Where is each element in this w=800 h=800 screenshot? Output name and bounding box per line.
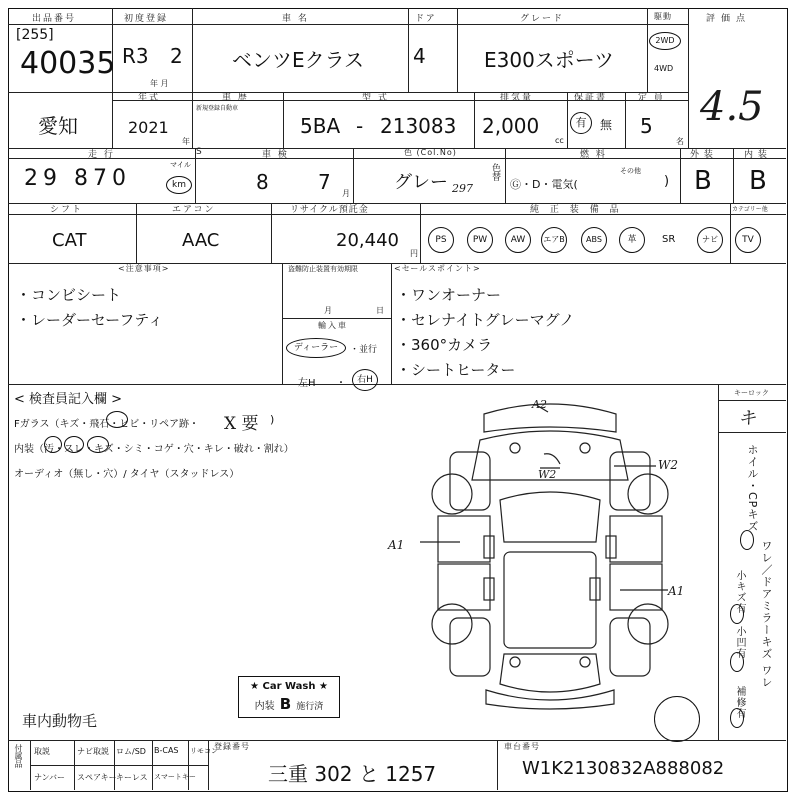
- caution-label: <注意事項>: [118, 264, 170, 273]
- side-note-repair: 補修有: [734, 686, 745, 719]
- steer-dot: ・: [336, 378, 346, 389]
- license-plate: 三重 302 と 1257: [268, 762, 437, 786]
- model-name: ベンツEクラス: [232, 48, 365, 72]
- side-circle-4: [730, 708, 744, 728]
- side-note-wheel: ホイル・CPキズ: [746, 444, 759, 533]
- car-wash-result: [239, 694, 339, 713]
- model-year-unit: 年: [182, 137, 190, 146]
- history-note: 新規登録自動車: [196, 105, 239, 112]
- lot-number-label: 出品番号: [32, 14, 77, 24]
- accessory-rom: ロム/SD: [116, 747, 146, 756]
- exterior-label: 外 装: [690, 150, 714, 160]
- color: グレー: [394, 172, 448, 193]
- model-year-label: 年式: [138, 93, 161, 103]
- shaken-label: 車 検: [262, 150, 289, 160]
- equipment-ps: PS: [428, 227, 454, 253]
- glass-condition: Fガラス（キズ・飛石・ヒビ・リペア跡・: [14, 419, 200, 430]
- sales-item-2: ・セレナイトグレーマグノ: [396, 311, 575, 329]
- equipment-tv: TV: [735, 227, 761, 253]
- accessories-side-label: 付属品: [14, 744, 23, 768]
- interior-condition: 内装（汚・スレ・キズ・シミ・コゲ・穴・キレ・破れ・割れ）: [14, 444, 294, 455]
- glass-mark: X 要: [224, 414, 259, 434]
- model-year: 2021: [128, 118, 169, 137]
- side-circle-2: [730, 604, 744, 624]
- warranty-label: 保証書: [574, 93, 608, 103]
- damage-label-right-rear: A1: [668, 584, 685, 598]
- warranty-yes-circled: 有: [570, 112, 592, 134]
- category-label: カテゴリー他: [732, 206, 768, 213]
- accessory-manual: 取説: [34, 747, 50, 756]
- type-code: 213083: [380, 114, 457, 138]
- score-label: 評価点: [706, 14, 752, 24]
- import-parallel: ・並行: [350, 345, 378, 355]
- mileage: 29 870: [24, 166, 131, 191]
- type-prefix: 5BA: [300, 114, 341, 138]
- side-circle-3: [730, 652, 744, 672]
- side-circle-1: [740, 530, 754, 550]
- drive-4wd: 4WD: [654, 64, 674, 73]
- model-name-label: 車 名: [282, 14, 309, 24]
- warranty-no: 無: [600, 118, 613, 132]
- interior-scratch-circle: [87, 436, 109, 453]
- doors: 4: [413, 44, 426, 68]
- vin-label: 車台番号: [504, 742, 540, 751]
- recycle-label: リサイクル預託金: [290, 205, 369, 215]
- location: 愛知: [38, 114, 78, 138]
- type-dash: -: [356, 114, 364, 138]
- import-label: 輸入車: [318, 321, 348, 330]
- accessory-smart-key: スマートキー: [154, 773, 196, 781]
- car-wash-suffix: 施行済: [296, 702, 324, 712]
- grade-label: グレード: [520, 14, 565, 24]
- color-change: 色替: [490, 163, 500, 181]
- shaken-month: 7: [318, 170, 331, 194]
- car-damage-diagram: [420, 392, 680, 714]
- glass-chip-circle: [106, 411, 128, 428]
- sales-item-3: ・360°カメラ: [396, 336, 493, 354]
- fuel-close: ): [664, 174, 670, 189]
- shift-label: シフト: [50, 205, 84, 215]
- meter-label: S: [196, 147, 204, 157]
- equipment-aw: AW: [505, 227, 531, 253]
- equipment-navi: ナビ: [697, 227, 723, 253]
- ac: AAC: [182, 230, 220, 251]
- handwritten-note: 車内動物毛: [22, 712, 98, 730]
- displacement-unit: cc: [555, 136, 564, 145]
- drive-2wd-circled: 2WD: [649, 32, 681, 50]
- shaken-year: 8: [256, 170, 269, 194]
- capacity-unit: 名: [676, 137, 684, 146]
- doors-label: ドア: [415, 14, 437, 24]
- steer-right-circled: 右H: [352, 369, 378, 391]
- equipment-abs: ABS: [581, 227, 607, 253]
- lot-sub: [255]: [16, 27, 54, 43]
- first-reg-month: 2: [170, 44, 183, 68]
- steer-left: 左H: [298, 378, 316, 389]
- first-reg-units: 年 月: [150, 79, 169, 88]
- fuel-label: 燃 料: [580, 150, 607, 160]
- damage-label-roof: W2: [538, 468, 557, 481]
- car-wash-stamp: [238, 676, 340, 718]
- theft-day: 日: [376, 306, 384, 315]
- accessory-remote: リモコン: [190, 747, 218, 755]
- displacement: 2,000: [482, 114, 540, 138]
- grade: E300スポーツ: [484, 48, 615, 72]
- recycle-amount: 20,440: [336, 230, 399, 251]
- caution-item-1: ・コンビシート: [16, 286, 122, 304]
- side-note-dent: 小凹有: [734, 626, 745, 659]
- side-note-mirror: ワレ／ドアミラーキズ ワレ: [760, 540, 773, 689]
- keylock-label: キーロック: [734, 389, 769, 397]
- recycle-unit: 円: [410, 249, 418, 258]
- first-reg-label: 初度登録: [124, 14, 169, 24]
- interior-label: 内 装: [744, 150, 768, 160]
- interior-grade: B: [749, 166, 767, 196]
- theft-month: 月: [324, 306, 332, 315]
- history-label: 車 歴: [222, 93, 249, 103]
- car-wash-prefix: 内装: [254, 701, 275, 712]
- fuel-options: Ⓖ・D・電気(: [510, 178, 578, 191]
- shift: CAT: [52, 230, 87, 251]
- spare-circle: [654, 696, 700, 742]
- car-wash-title: ★ Car Wash ★: [250, 681, 328, 692]
- damage-label-right-front: W2: [658, 458, 678, 472]
- accessory-keyless: キーレス: [116, 773, 148, 782]
- damage-label-left: A1: [388, 538, 405, 552]
- accessory-navi-manual: ナビ取説: [77, 747, 109, 756]
- shaken-unit: 月: [342, 189, 350, 198]
- color-number: 297: [452, 182, 473, 195]
- accessory-spare-key: スペアキー: [77, 773, 117, 782]
- equipment-label: 純 正 装 備 品: [530, 205, 623, 215]
- glass-close: ): [270, 413, 275, 426]
- accessory-bcas: B-CAS: [154, 746, 179, 755]
- capacity-label: 定 員: [638, 93, 665, 103]
- lot-number: 40035: [20, 46, 116, 81]
- vin-number: W1K2130832A888082: [522, 758, 725, 779]
- equipment-leather: 革: [619, 227, 645, 253]
- interior-dirt-circle: [44, 436, 62, 453]
- color-label: 色 (Col.No): [404, 148, 457, 157]
- inspector-title: < 検査員記入欄 >: [14, 392, 123, 407]
- import-dealer-circled: ディーラー: [286, 338, 346, 358]
- plate-label: 登録番号: [214, 742, 250, 751]
- evaluation-score: 4.5: [700, 84, 764, 130]
- displacement-label: 排気量: [500, 93, 534, 103]
- theft-device-label: 盗難防止装置有効期限: [288, 265, 358, 273]
- equipment-sunroof: SR: [662, 234, 676, 245]
- first-reg-era: R3: [122, 44, 149, 68]
- equipment-airbag: エアB: [541, 227, 567, 253]
- audio-tire: オーディオ（無し・穴）/ タイヤ（スタッドレス）: [14, 469, 240, 480]
- type-label: 型 式: [362, 93, 389, 103]
- side-note-small-scratch: 小キズ有: [734, 570, 745, 614]
- exterior-grade: B: [694, 166, 712, 196]
- sales-item-1: ・ワンオーナー: [396, 286, 502, 304]
- interior-scuff-circle: [64, 436, 84, 453]
- fuel-other: その他: [620, 167, 641, 175]
- car-wash-grade: B: [279, 695, 292, 713]
- accessory-number: ナンバー: [34, 773, 66, 782]
- capacity: 5: [640, 114, 653, 138]
- mileage-unit-circled: km: [166, 176, 192, 194]
- drive-label: 駆動: [654, 12, 672, 21]
- caution-item-2: ・レーダーセーフティ: [16, 311, 164, 329]
- keylock-value: キ: [738, 408, 756, 429]
- sales-item-4: ・シートヒーター: [396, 361, 516, 379]
- ac-label: エアコン: [172, 205, 216, 215]
- damage-label-top: A2: [532, 398, 547, 411]
- mileage-unit-alt: マイル: [170, 161, 191, 169]
- sales-label: <セールスポイント>: [394, 264, 481, 273]
- equipment-pw: PW: [467, 227, 493, 253]
- mileage-label: 走 行: [88, 150, 115, 160]
